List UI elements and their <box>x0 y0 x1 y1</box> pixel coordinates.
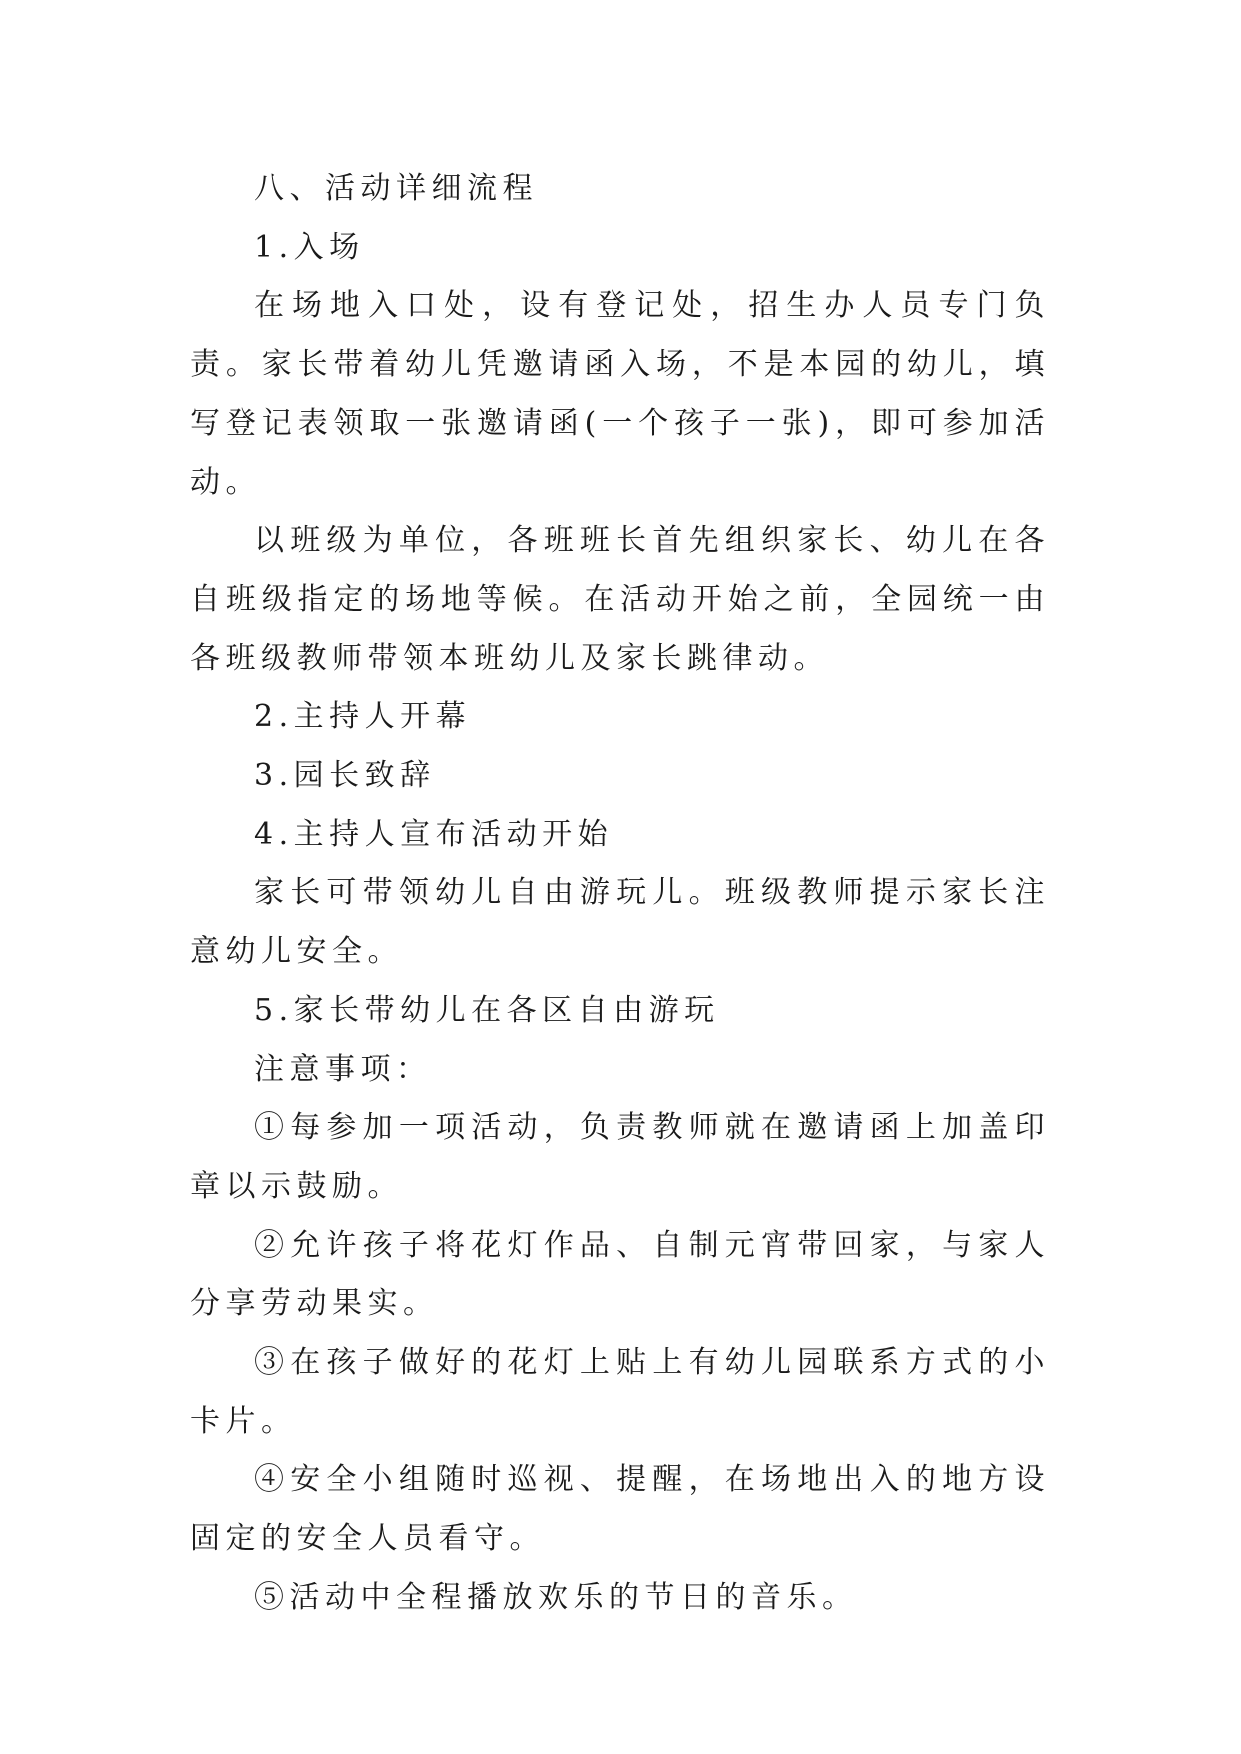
document-page <box>190 160 1050 1628</box>
step-1-paragraph-1: 在场地入口处，设有登记处，招生办人员专门负责。家长带着幼儿凭邀请函入场，不是本园的幼儿，填写登记表领取一张邀请函(一个孩子一张)，即可参加活动。 <box>190 288 1050 500</box>
step-4-title: 4.主持人宣布活动开始 <box>254 816 614 852</box>
step-3-title: 3.园长致辞 <box>254 758 436 794</box>
step-1-title: 1.入场 <box>254 229 365 265</box>
notes-title: 注意事项： <box>254 1051 432 1087</box>
note-item-2: ②允许孩子将花灯作品、自制元宵带回家，与家人分享劳动果实。 <box>190 1227 1050 1322</box>
step-2-title: 2.主持人开幕 <box>254 699 472 735</box>
step-1-paragraph-2: 以班级为单位，各班班长首先组织家长、幼儿在各自班级指定的场地等候。在活动开始之前，全园统一由各班级教师带领本班幼儿及家长跳律动。 <box>190 523 1050 676</box>
note-item-5: ⑤活动中全程播放欢乐的节日的音乐。 <box>254 1579 858 1615</box>
note-item-1: ①每参加一项活动，负责教师就在邀请函上加盖印章以示鼓励。 <box>190 1110 1050 1204</box>
step-4-paragraph: 家长可带领幼儿自由游玩儿。班级教师提示家长注意幼儿安全。 <box>190 875 1050 970</box>
note-item-3: ③在孩子做好的花灯上贴上有幼儿园联系方式的小卡片。 <box>190 1345 1050 1439</box>
section-heading: 八、活动详细流程 <box>254 171 538 206</box>
step-5-title: 5.家长带幼儿在各区自由游玩 <box>254 992 720 1028</box>
note-item-4: ④安全小组随时巡视、提醒，在场地出入的地方设固定的安全人员看守。 <box>190 1462 1050 1557</box>
